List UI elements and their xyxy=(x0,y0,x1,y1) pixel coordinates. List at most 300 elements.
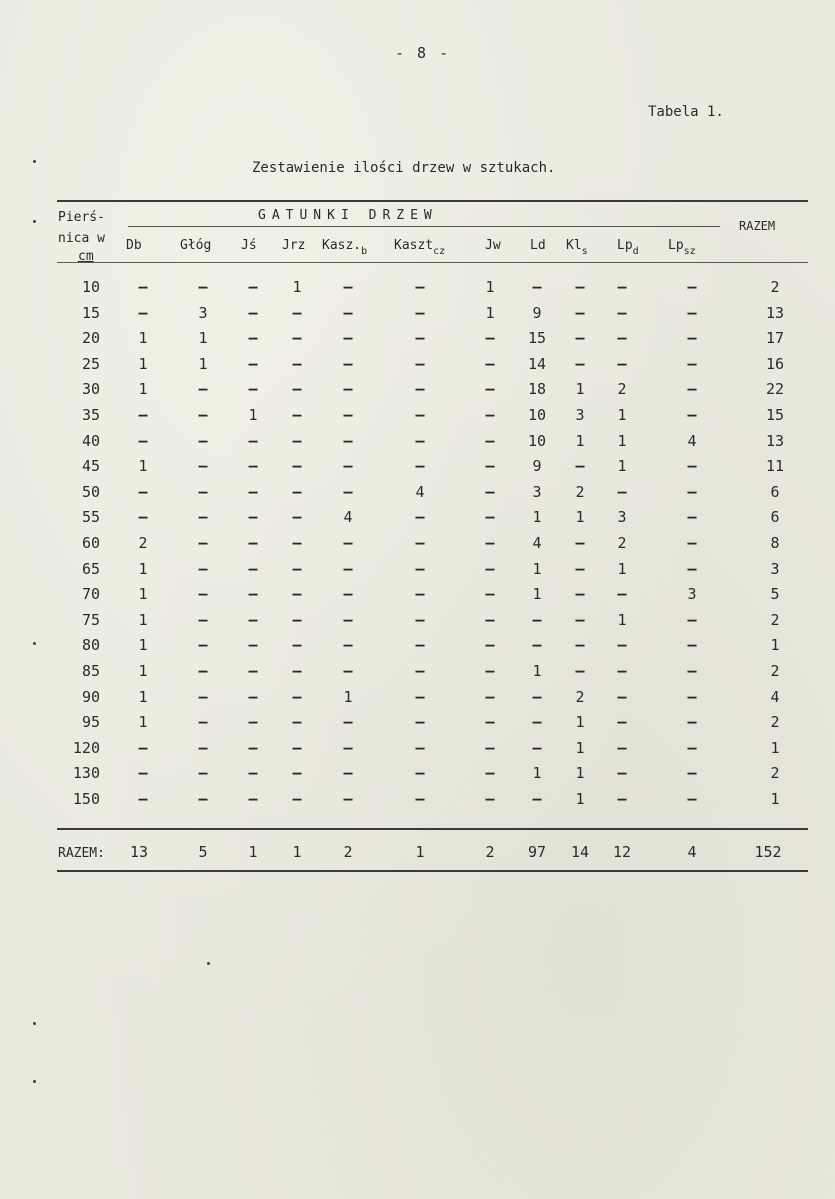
column-header-label: Kasz. xyxy=(322,238,362,253)
count-cell: – xyxy=(292,611,302,629)
count-cell: – xyxy=(198,483,208,501)
count-cell: – xyxy=(292,764,302,782)
diameter-cell: 80 xyxy=(81,636,100,654)
row-total-cell: 15 xyxy=(765,406,785,424)
count-cell: – xyxy=(198,432,208,450)
diameter-cell: 85 xyxy=(81,662,100,680)
count-cell: – xyxy=(138,278,148,296)
count-cell: – xyxy=(415,585,425,603)
count-cell: – xyxy=(687,278,697,296)
count-cell: 1 xyxy=(485,304,495,322)
column-header xyxy=(180,238,211,253)
count-cell: – xyxy=(343,611,353,629)
count-cell: – xyxy=(292,304,302,322)
diameter-cell: 35 xyxy=(81,406,100,424)
diameter-cell: 10 xyxy=(81,278,100,296)
count-cell: – xyxy=(248,662,258,680)
totals-bottom-rule xyxy=(57,870,808,872)
column-header xyxy=(485,238,501,253)
count-cell: 1 xyxy=(617,560,627,578)
column-header-subscript: d xyxy=(632,246,639,257)
row-total-cell: 2 xyxy=(770,713,780,731)
count-cell: – xyxy=(617,764,627,782)
count-cell: 9 xyxy=(532,457,542,475)
count-cell: – xyxy=(485,739,495,757)
count-cell: – xyxy=(343,636,353,654)
margin-speck xyxy=(33,642,36,645)
count-cell: – xyxy=(485,560,495,578)
count-cell: – xyxy=(687,329,697,347)
count-cell: 4 xyxy=(415,483,425,501)
column-header xyxy=(126,238,142,253)
count-cell: – xyxy=(343,560,353,578)
count-cell: 1 xyxy=(617,432,627,450)
count-cell: – xyxy=(485,508,495,526)
diameter-cell: 55 xyxy=(81,508,100,526)
count-cell: – xyxy=(485,483,495,501)
row-total-cell: 6 xyxy=(770,508,780,526)
column-header-subscript: sz xyxy=(683,246,696,257)
count-cell: 1 xyxy=(138,688,148,706)
count-cell: – xyxy=(575,304,585,322)
count-cell: – xyxy=(292,790,302,808)
count-cell: – xyxy=(485,764,495,782)
count-cell: – xyxy=(138,432,148,450)
count-cell: – xyxy=(687,662,697,680)
row-total-cell: 22 xyxy=(765,380,785,398)
count-cell: – xyxy=(292,713,302,731)
column-total-cell: 1 xyxy=(248,843,258,861)
column-header xyxy=(617,238,639,257)
count-cell: – xyxy=(687,483,697,501)
count-cell: – xyxy=(687,406,697,424)
count-cell: – xyxy=(415,739,425,757)
column-header xyxy=(530,238,546,253)
count-cell: – xyxy=(415,432,425,450)
count-cell: – xyxy=(485,406,495,424)
count-cell: – xyxy=(292,534,302,552)
count-cell: – xyxy=(485,355,495,373)
count-cell: – xyxy=(617,355,627,373)
count-cell: 3 xyxy=(532,483,542,501)
count-cell: – xyxy=(532,611,542,629)
count-cell: – xyxy=(617,790,627,808)
count-cell: – xyxy=(617,278,627,296)
count-cell: – xyxy=(138,406,148,424)
count-cell: 1 xyxy=(532,764,542,782)
count-cell: – xyxy=(248,432,258,450)
count-cell: – xyxy=(575,662,585,680)
count-cell: 1 xyxy=(138,585,148,603)
count-cell: 1 xyxy=(248,406,258,424)
diameter-cell: 75 xyxy=(81,611,100,629)
count-cell: – xyxy=(248,790,258,808)
count-cell: – xyxy=(617,304,627,322)
count-cell: – xyxy=(687,534,697,552)
count-cell: – xyxy=(198,380,208,398)
count-cell: – xyxy=(343,355,353,373)
count-cell: – xyxy=(248,739,258,757)
row-total-cell: 16 xyxy=(765,355,785,373)
count-cell: – xyxy=(415,457,425,475)
margin-speck xyxy=(207,962,210,965)
count-cell: 1 xyxy=(485,278,495,296)
count-cell: – xyxy=(198,790,208,808)
column-header-label: Jw xyxy=(485,238,501,253)
count-cell: – xyxy=(248,508,258,526)
count-cell: – xyxy=(138,304,148,322)
count-cell: – xyxy=(343,406,353,424)
count-cell: – xyxy=(415,713,425,731)
count-cell: – xyxy=(575,534,585,552)
count-cell: – xyxy=(485,329,495,347)
row-total-cell: 17 xyxy=(765,329,785,347)
count-cell: – xyxy=(248,636,258,654)
count-cell: – xyxy=(575,611,585,629)
column-header-label: Db xyxy=(126,238,142,253)
totals-top-rule xyxy=(57,828,808,830)
count-cell: – xyxy=(198,688,208,706)
table-title: Zestawienie ilości drzew w sztukach. xyxy=(252,160,556,176)
row-total-cell: 13 xyxy=(765,304,785,322)
count-cell: – xyxy=(138,764,148,782)
count-cell: – xyxy=(343,432,353,450)
count-cell: 1 xyxy=(138,636,148,654)
count-cell: – xyxy=(485,432,495,450)
count-cell: – xyxy=(248,380,258,398)
row-total-cell: 2 xyxy=(770,611,780,629)
count-cell: – xyxy=(198,585,208,603)
column-header-label: Lp xyxy=(668,238,684,253)
diameter-cell: 40 xyxy=(81,432,100,450)
row-total-cell: 6 xyxy=(770,483,780,501)
column-header-label: Lp xyxy=(617,238,633,253)
count-cell: – xyxy=(343,585,353,603)
margin-speck xyxy=(33,1022,36,1025)
count-cell: 1 xyxy=(575,713,585,731)
count-cell: – xyxy=(343,380,353,398)
count-cell: – xyxy=(532,278,542,296)
diameter-cell: 65 xyxy=(81,560,100,578)
count-cell: 1 xyxy=(532,508,542,526)
count-cell: – xyxy=(532,713,542,731)
count-cell: – xyxy=(485,457,495,475)
count-cell: – xyxy=(415,304,425,322)
count-cell: – xyxy=(292,483,302,501)
row-header-line1: Pierś- xyxy=(58,210,105,225)
count-cell: – xyxy=(687,739,697,757)
row-total-cell: 13 xyxy=(765,432,785,450)
diameter-cell: 15 xyxy=(81,304,100,322)
diameter-cell: 30 xyxy=(81,380,100,398)
count-cell: 1 xyxy=(575,380,585,398)
count-cell: 1 xyxy=(138,713,148,731)
count-cell: – xyxy=(343,790,353,808)
count-cell: 1 xyxy=(575,739,585,757)
count-cell: – xyxy=(138,739,148,757)
count-cell: – xyxy=(292,662,302,680)
column-total-cell: 2 xyxy=(343,843,353,861)
column-total-cell: 97 xyxy=(527,843,547,861)
table-top-rule xyxy=(57,200,808,202)
count-cell: – xyxy=(292,380,302,398)
count-cell: – xyxy=(415,636,425,654)
count-cell: – xyxy=(687,611,697,629)
count-cell: – xyxy=(485,790,495,808)
column-header xyxy=(282,238,305,253)
diameter-cell: 95 xyxy=(81,713,100,731)
count-cell: – xyxy=(292,636,302,654)
column-total-cell: 13 xyxy=(129,843,149,861)
page-number: - 8 - xyxy=(395,44,451,62)
count-cell: – xyxy=(687,508,697,526)
diameter-cell: 20 xyxy=(81,329,100,347)
margin-speck xyxy=(33,220,36,223)
count-cell: – xyxy=(248,713,258,731)
count-cell: – xyxy=(485,636,495,654)
row-total-cell: 2 xyxy=(770,662,780,680)
count-cell: – xyxy=(248,483,258,501)
count-cell: – xyxy=(343,534,353,552)
count-cell: – xyxy=(415,278,425,296)
count-cell: – xyxy=(292,739,302,757)
count-cell: 3 xyxy=(617,508,627,526)
count-cell: – xyxy=(198,457,208,475)
count-cell: 9 xyxy=(532,304,542,322)
count-cell: – xyxy=(198,406,208,424)
group-header: GATUNKI DRZEW xyxy=(258,208,438,223)
column-header-label: Kl xyxy=(566,238,582,253)
count-cell: – xyxy=(198,739,208,757)
count-cell: 1 xyxy=(138,380,148,398)
header-bottom-rule xyxy=(57,262,808,263)
count-cell: – xyxy=(575,278,585,296)
count-cell: – xyxy=(617,585,627,603)
column-header-label: Głóg xyxy=(180,238,212,253)
column-header xyxy=(322,238,367,257)
column-total-cell: 1 xyxy=(415,843,425,861)
count-cell: – xyxy=(248,457,258,475)
count-cell: 1 xyxy=(532,585,542,603)
count-cell: – xyxy=(248,764,258,782)
count-cell: – xyxy=(343,662,353,680)
count-cell: – xyxy=(415,790,425,808)
count-cell: – xyxy=(248,329,258,347)
diameter-cell: 70 xyxy=(81,585,100,603)
column-header-subscript: cz xyxy=(433,246,446,257)
column-header xyxy=(668,238,696,257)
count-cell: – xyxy=(687,764,697,782)
count-cell: – xyxy=(415,611,425,629)
count-cell: – xyxy=(575,329,585,347)
count-cell: 2 xyxy=(575,483,585,501)
row-total-cell: 8 xyxy=(770,534,780,552)
count-cell: 1 xyxy=(617,457,627,475)
count-cell: 1 xyxy=(138,355,148,373)
count-cell: – xyxy=(617,329,627,347)
count-cell: – xyxy=(617,713,627,731)
diameter-cell: 130 xyxy=(72,764,100,782)
count-cell: – xyxy=(248,585,258,603)
count-cell: – xyxy=(687,304,697,322)
count-cell: – xyxy=(343,713,353,731)
count-cell: – xyxy=(532,790,542,808)
count-cell: – xyxy=(343,304,353,322)
count-cell: – xyxy=(415,508,425,526)
count-cell: – xyxy=(138,790,148,808)
count-cell: – xyxy=(415,688,425,706)
column-total-cell: 12 xyxy=(612,843,632,861)
count-cell: 14 xyxy=(527,355,547,373)
column-total-cell: 1 xyxy=(292,843,302,861)
count-cell: – xyxy=(617,739,627,757)
column-header-subscript: b xyxy=(361,246,368,257)
count-cell: – xyxy=(532,636,542,654)
count-cell: 1 xyxy=(198,355,208,373)
count-cell: – xyxy=(575,355,585,373)
count-cell: – xyxy=(248,304,258,322)
count-cell: – xyxy=(687,560,697,578)
count-cell: 1 xyxy=(617,611,627,629)
column-header-label: Ld xyxy=(530,238,546,253)
row-header-line2: nica w xyxy=(58,231,105,246)
count-cell: – xyxy=(687,636,697,654)
count-cell: 1 xyxy=(292,278,302,296)
count-cell: – xyxy=(198,764,208,782)
count-cell: 1 xyxy=(138,560,148,578)
count-cell: 1 xyxy=(138,329,148,347)
count-cell: – xyxy=(415,329,425,347)
count-cell: – xyxy=(485,585,495,603)
column-header xyxy=(566,238,588,257)
row-total-cell: 2 xyxy=(770,764,780,782)
count-cell: 1 xyxy=(575,508,585,526)
count-cell: 1 xyxy=(138,662,148,680)
column-header-label: Kaszt xyxy=(394,238,434,253)
column-total-cell: 4 xyxy=(687,843,697,861)
count-cell: 1 xyxy=(198,329,208,347)
count-cell: 15 xyxy=(527,329,547,347)
count-cell: 2 xyxy=(617,380,627,398)
column-total-cell: 2 xyxy=(485,843,495,861)
margin-speck xyxy=(33,160,36,163)
count-cell: – xyxy=(575,636,585,654)
count-cell: 4 xyxy=(532,534,542,552)
row-total-cell: 2 xyxy=(770,278,780,296)
count-cell: – xyxy=(248,688,258,706)
count-cell: – xyxy=(617,688,627,706)
row-total-cell: 1 xyxy=(770,739,780,757)
column-total-cell: 14 xyxy=(570,843,590,861)
count-cell: – xyxy=(292,355,302,373)
diameter-cell: 45 xyxy=(81,457,100,475)
count-cell: – xyxy=(575,585,585,603)
row-total-cell: 1 xyxy=(770,636,780,654)
count-cell: 18 xyxy=(527,380,547,398)
diameter-cell: 50 xyxy=(81,483,100,501)
total-column-header: RAZEM xyxy=(739,219,776,233)
count-cell: – xyxy=(248,278,258,296)
count-cell: 3 xyxy=(198,304,208,322)
count-cell: – xyxy=(292,432,302,450)
column-header xyxy=(241,238,257,253)
count-cell: – xyxy=(198,508,208,526)
count-cell: – xyxy=(485,713,495,731)
count-cell: – xyxy=(415,764,425,782)
count-cell: – xyxy=(485,534,495,552)
count-cell: – xyxy=(687,713,697,731)
count-cell: – xyxy=(248,534,258,552)
count-cell: – xyxy=(575,560,585,578)
count-cell: – xyxy=(687,457,697,475)
count-cell: 2 xyxy=(138,534,148,552)
count-cell: – xyxy=(617,483,627,501)
count-cell: 1 xyxy=(532,662,542,680)
count-cell: 10 xyxy=(527,432,547,450)
count-cell: 4 xyxy=(343,508,353,526)
count-cell: – xyxy=(687,380,697,398)
totals-label: RAZEM: xyxy=(58,846,105,861)
count-cell: – xyxy=(292,560,302,578)
column-header-label: Jrz xyxy=(282,238,306,253)
count-cell: – xyxy=(485,688,495,706)
count-cell: – xyxy=(292,688,302,706)
count-cell: – xyxy=(343,483,353,501)
count-cell: 10 xyxy=(527,406,547,424)
count-cell: – xyxy=(485,380,495,398)
count-cell: – xyxy=(248,611,258,629)
count-cell: – xyxy=(415,662,425,680)
count-cell: 1 xyxy=(532,560,542,578)
count-cell: – xyxy=(198,611,208,629)
count-cell: – xyxy=(292,508,302,526)
count-cell: – xyxy=(617,636,627,654)
count-cell: – xyxy=(292,406,302,424)
count-cell: 2 xyxy=(575,688,585,706)
count-cell: – xyxy=(415,355,425,373)
row-total-cell: 1 xyxy=(770,790,780,808)
diameter-cell: 25 xyxy=(81,355,100,373)
count-cell: – xyxy=(292,585,302,603)
count-cell: 3 xyxy=(575,406,585,424)
count-cell: 1 xyxy=(575,790,585,808)
count-cell: – xyxy=(575,457,585,475)
count-cell: 4 xyxy=(687,432,697,450)
diameter-cell: 90 xyxy=(81,688,100,706)
count-cell: 1 xyxy=(617,406,627,424)
diameter-cell: 120 xyxy=(72,739,100,757)
count-cell: – xyxy=(485,662,495,680)
count-cell: 1 xyxy=(138,611,148,629)
diameter-cell: 150 xyxy=(72,790,100,808)
count-cell: – xyxy=(532,688,542,706)
row-total-cell: 5 xyxy=(770,585,780,603)
count-cell: 1 xyxy=(575,764,585,782)
count-cell: – xyxy=(198,662,208,680)
count-cell: – xyxy=(617,662,627,680)
count-cell: – xyxy=(138,483,148,501)
count-cell: 1 xyxy=(138,457,148,475)
count-cell: – xyxy=(687,790,697,808)
count-cell: – xyxy=(198,560,208,578)
count-cell: – xyxy=(343,764,353,782)
column-header-label: Jś xyxy=(241,238,257,253)
count-cell: 1 xyxy=(343,688,353,706)
diameter-cell: 60 xyxy=(81,534,100,552)
column-header xyxy=(394,238,445,257)
count-cell: – xyxy=(248,560,258,578)
count-cell: – xyxy=(415,380,425,398)
